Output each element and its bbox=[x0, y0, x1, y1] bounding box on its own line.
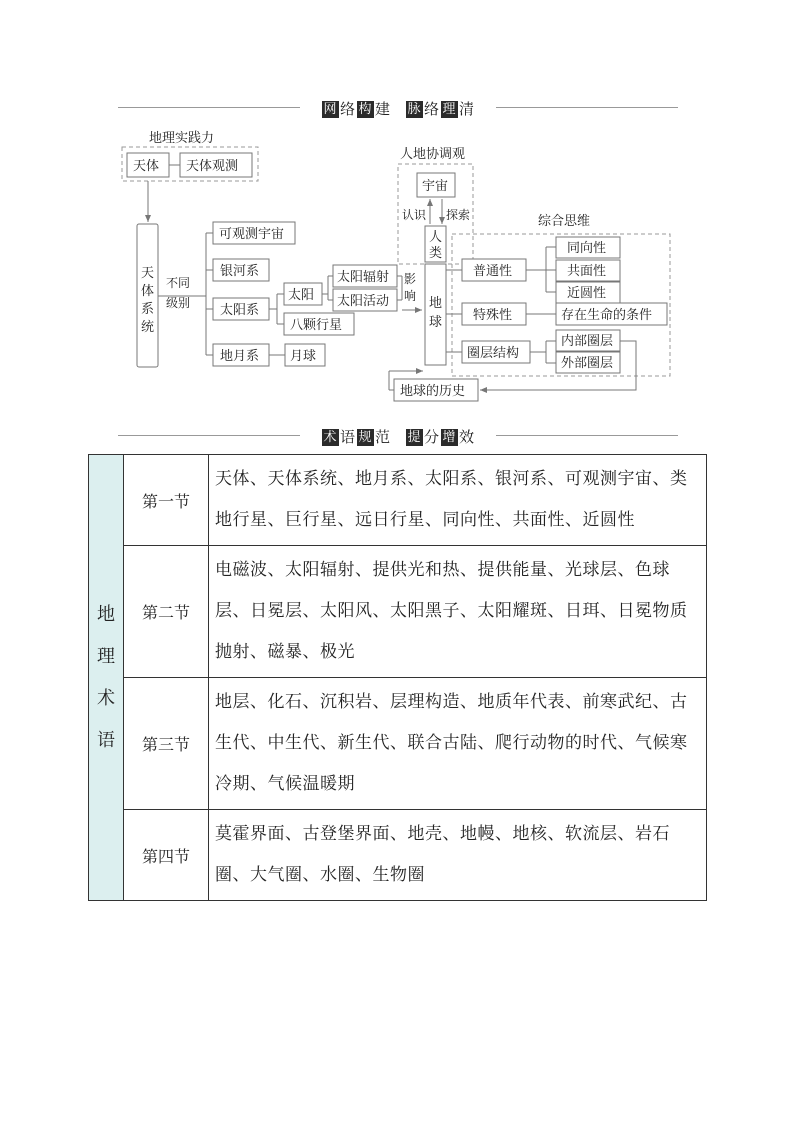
terms-cell: 莫霍界面、古登堡界面、地壳、地幔、地核、软流层、岩石圈、大气圈、水圈、生物圈 bbox=[209, 810, 707, 901]
header-char: 术 bbox=[323, 429, 338, 445]
renditiao-label: 人地协调观 bbox=[400, 147, 466, 162]
butong-label: 不同 bbox=[166, 276, 191, 290]
section-cell: 第四节 bbox=[124, 810, 209, 901]
yinhe-text: 银河系 bbox=[220, 264, 260, 279]
category-cell bbox=[89, 455, 124, 901]
header-char: 清 bbox=[459, 100, 476, 118]
terms-table bbox=[88, 454, 707, 901]
header-char: 构 bbox=[358, 101, 373, 117]
terms-cell: 地层、化石、沉积岩、层理构造、地质年代表、前寒武纪、古生代、中生代、新生代、联合古陆、爬行动物的时代、气候寒冷期、气候温暖期 bbox=[209, 678, 707, 810]
tianti-guance-text: 天体观测 bbox=[186, 159, 239, 174]
category-char: 理 bbox=[97, 645, 115, 667]
char: 影 bbox=[404, 272, 417, 286]
shengming-text: 存在生命的条件 bbox=[561, 308, 653, 323]
renshi-label: 认识 bbox=[402, 208, 427, 222]
char: 体 bbox=[141, 284, 155, 299]
diyuexi-text: 地月系 bbox=[220, 349, 260, 364]
char: 统 bbox=[141, 320, 155, 335]
header-char: 范 bbox=[374, 428, 391, 446]
section-cell: 第一节 bbox=[124, 455, 209, 546]
neibu-text: 内部圈层 bbox=[561, 334, 614, 349]
yueqiu-text: 月球 bbox=[290, 349, 317, 364]
category-char: 语 bbox=[97, 729, 115, 751]
section-cell: 第三节 bbox=[124, 678, 209, 810]
header-char: 脉 bbox=[407, 101, 422, 117]
tianti-text: 天体 bbox=[133, 159, 160, 174]
putong-text: 普通性 bbox=[473, 264, 513, 279]
yuzhou-text: 宇宙 bbox=[422, 179, 449, 194]
terms-cell: 天体、天体系统、地月系、太阳系、银河系、可观测宇宙、类地行星、巨行星、远日行星、同向性、共面性、近圆性 bbox=[209, 455, 707, 546]
header-char: 规 bbox=[358, 429, 373, 445]
teshu-text: 特殊性 bbox=[473, 308, 513, 323]
table-row bbox=[89, 455, 707, 546]
huodong-text: 太阳活动 bbox=[337, 294, 390, 309]
char: 天 bbox=[141, 266, 155, 281]
header-char: 络 bbox=[339, 100, 356, 118]
bakexing-text: 八颗行星 bbox=[290, 318, 343, 333]
header-char: 络 bbox=[424, 100, 441, 118]
char: 类 bbox=[429, 246, 443, 261]
concept-map bbox=[0, 0, 794, 410]
jibie-label: 级别 bbox=[166, 296, 191, 310]
header-char: 提 bbox=[407, 429, 422, 445]
header-char: 语 bbox=[339, 428, 356, 446]
char: 响 bbox=[404, 289, 417, 303]
header-char: 分 bbox=[424, 428, 441, 446]
waibu-text: 外部圈层 bbox=[561, 356, 614, 371]
kegc-text: 可观测宇宙 bbox=[219, 227, 285, 242]
char: 球 bbox=[429, 315, 443, 330]
category-char: 术 bbox=[97, 687, 115, 709]
gongmian-text: 共面性 bbox=[567, 264, 607, 279]
category-char: 地 bbox=[97, 603, 115, 625]
lishi-text: 地球的历史 bbox=[400, 384, 466, 399]
section-cell: 第二节 bbox=[124, 546, 209, 678]
jinyuan-text: 近圆性 bbox=[567, 286, 607, 301]
header-char: 建 bbox=[374, 100, 391, 118]
fushe-text: 太阳辐射 bbox=[337, 270, 390, 285]
taiyangxi-text: 太阳系 bbox=[220, 303, 260, 318]
taiyang-text: 太阳 bbox=[288, 288, 315, 303]
char: 地 bbox=[429, 296, 443, 311]
table-row bbox=[89, 678, 707, 810]
header-char: 理 bbox=[442, 101, 457, 117]
char: 系 bbox=[141, 302, 155, 317]
header-char: 网 bbox=[323, 101, 338, 117]
header-char: 效 bbox=[459, 428, 476, 446]
tongxiang-text: 同向性 bbox=[567, 241, 607, 256]
char: 人 bbox=[429, 230, 443, 245]
practice-label: 地理实践力 bbox=[149, 131, 215, 146]
table-row bbox=[89, 546, 707, 678]
section-header-terms bbox=[118, 426, 678, 446]
terms-cell: 电磁波、太阳辐射、提供光和热、提供能量、光球层、色球层、日冕层、太阳风、太阳黑子、太阳耀斑、日珥、日冕物质抛射、磁暴、极光 bbox=[209, 546, 707, 678]
tansuo-label: 探索 bbox=[446, 208, 471, 222]
quanceng-text: 圈层结构 bbox=[467, 346, 520, 361]
zonghe-label: 综合思维 bbox=[538, 214, 591, 229]
header-char: 增 bbox=[442, 429, 457, 445]
table-row bbox=[89, 810, 707, 901]
